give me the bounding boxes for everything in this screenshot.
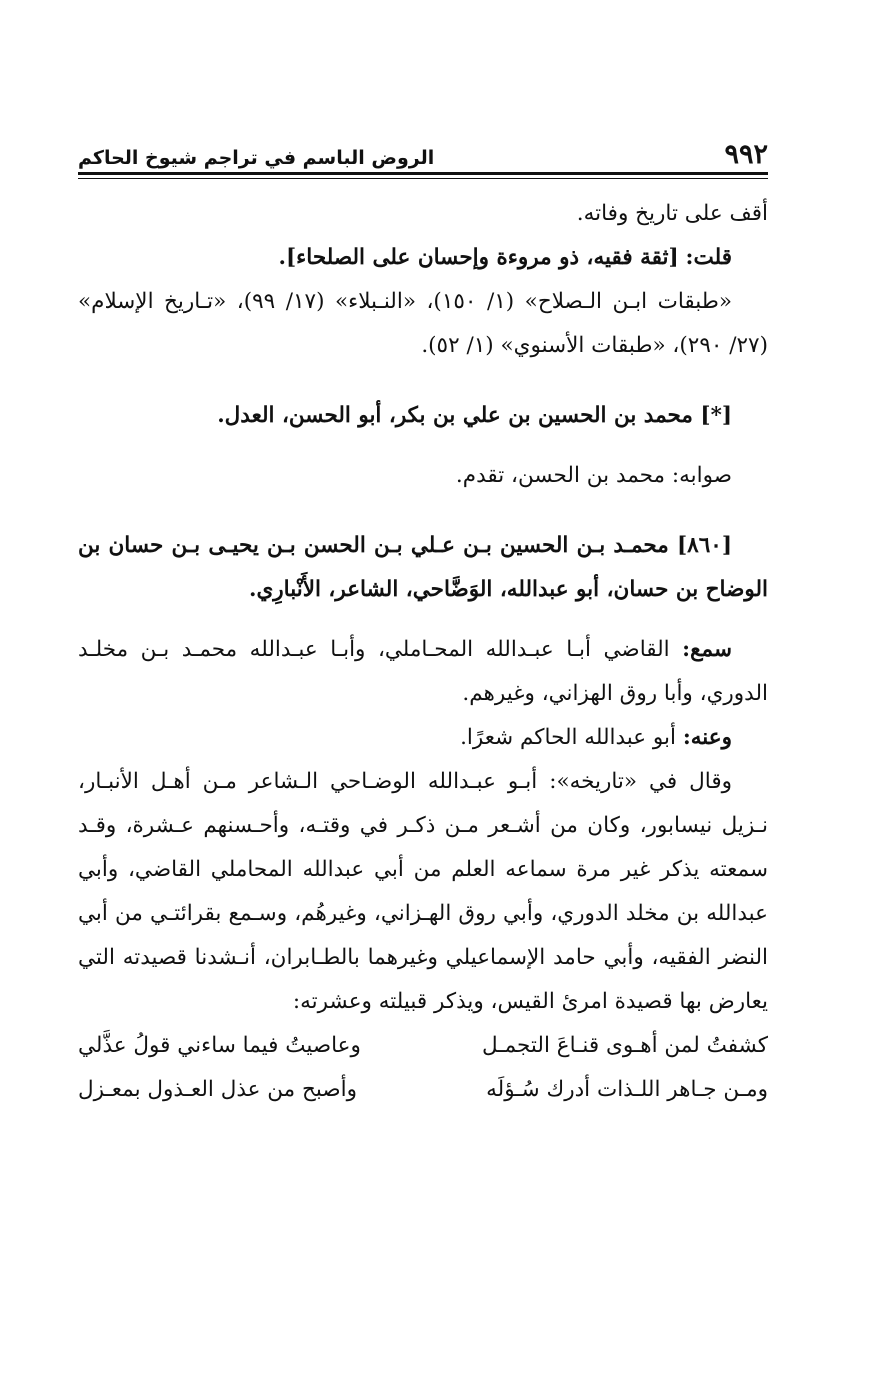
verdict-paragraph xyxy=(78,236,768,280)
heard-text: القاضي أبـا عبـدالله المحـاملي، وأبـا عبـدالله محمـد بـن مخلـد الدوري، وأبا روق الهزاني، وغيرهم. xyxy=(78,637,768,706)
header-rule-thick xyxy=(78,172,768,175)
quote-paragraph: وقال في «تاريخه»: أبـو عبـدالله الوضـاحي الـشاعر مـن أهـل الأنبـار، نـزيل نيسابور، وكان من أشـعر مـن ذكـر في وقتـه، وأحـسنهم عـشرة، وقـد سمعته يذكر غير مرة سماعه العلم من أبي عبدالله المحاملي القاضي، وأبي عبدالله بن مخلد الدوري، وأبي روق الهـزاني، وغيرهُم، وسـمع بقرائتـي من أبي النضر الفقيه، وأبي حامد الإسماعيلي وغيرهما بالطـابران، أنـشدنا قصيدته التي يعارض بها قصيدة امرئ القيس، ويذكر قبيلته وعشرته: xyxy=(78,769,768,1014)
entry-heading-star: [*] محمد بن الحسين بن علي بن بكر، أبو الحسن، العدل. xyxy=(217,403,732,428)
verse-1-hemistich-left: وعاصيتُ فيما ساءني قولُ عذَّلي xyxy=(78,1033,361,1058)
verse-1-hemistich-right: كشفتُ لمن أهـوى قنـاعَ التجمـل xyxy=(482,1033,768,1058)
from-text: أبو عبدالله الحاكم شعرًا. xyxy=(460,725,676,750)
sources-paragraph: «طبقات ابـن الـصلاح» (١/ ١٥٠)، «النـبلاء» (١٧/ ٩٩)، «تـاريخ الإسلام» (٢٧/ ٢٩٠)، «طبقات الأسنوي» (١/ ٥٢). xyxy=(78,289,768,358)
from-paragraph xyxy=(78,716,768,760)
verdict-label: قلت: xyxy=(685,245,732,270)
running-title: الروض الباسم في تراجم شيوخ الحاكم xyxy=(78,147,435,169)
entry-heading-860: [٨٦٠] محمـد بـن الحسين بـن عـلي بـن الحسن بـن يحيـى بـن حسان بن الوضاح بن حسان، أبو عبدالله، الوَضَّاحي، الشاعر، الأَنْبارِي. xyxy=(78,533,768,602)
verse-2-hemistich-left: وأصبح من عذل العـذول بمعـزل xyxy=(78,1077,357,1102)
heard-label: سمع: xyxy=(682,637,732,662)
page-body xyxy=(78,192,768,1112)
verdict-text: [ثقة فقيه، ذو مروءة وإحسان على الصلحاء]. xyxy=(278,245,679,270)
heard-paragraph xyxy=(78,628,768,716)
verse-line-1 xyxy=(78,1024,768,1068)
text-line: أقف على تاريخ وفاته. xyxy=(576,201,768,226)
header-rule-thin xyxy=(78,178,768,179)
correction-note: صوابه: محمد بن الحسن، تقدم. xyxy=(455,463,732,488)
page-header xyxy=(78,128,768,168)
page-number: ٩٩٢ xyxy=(724,139,768,170)
verse-line-2 xyxy=(78,1068,768,1112)
verse-2-hemistich-right: ومـن جـاهر اللـذات أدرك سُـؤلَه xyxy=(486,1077,768,1102)
from-label: وعنه: xyxy=(682,725,732,750)
